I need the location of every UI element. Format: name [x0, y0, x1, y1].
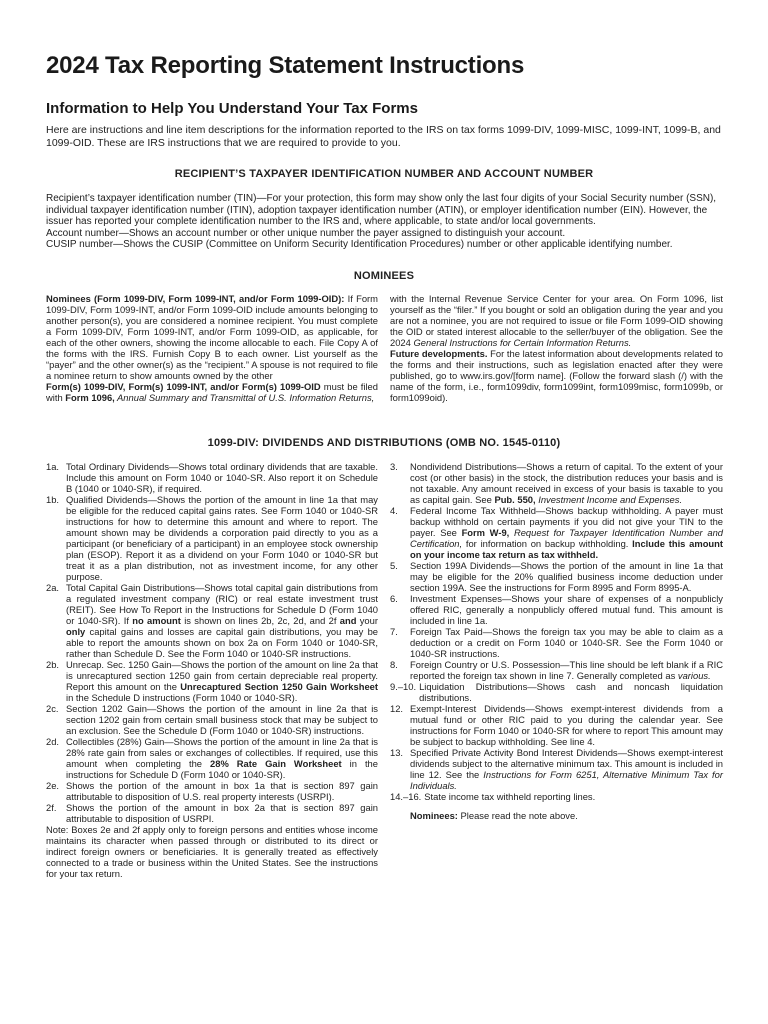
returns-paragraph: with the Internal Revenue Service Center for your area. On Form 1096, list yourself as the “filer.” If you bought or sold an obligation during the year and you are not a nominee, you are not required to issue or file Form 1099-OID showing the OID or stated interest allocable to the seller/buyer of the obligation. See the 2024 General Instructions for Certain Information Returns.	[390, 293, 723, 348]
line-item-2b: 2b. Unrecap. Sec. 1250 Gain—Shows the portion of the amount on line 2a that is unrecaptured section 1250 gain from certain depreciable real property. Report this amount on the Unrecaptured Section 1250 Gain Worksheet in the Schedule D instructions (Form 1040 or 1040-SR).	[46, 659, 378, 703]
div-left-column	[46, 461, 378, 879]
nominees-left-column	[46, 293, 378, 403]
div-right-column	[390, 461, 723, 821]
nominees-heading: NOMINEES	[353, 270, 415, 282]
cusip-paragraph: CUSIP number—Shows the CUSIP (Committee on Uniform Security Identification Procedures) number or other applicable identifying number.	[46, 239, 673, 251]
nominees-paragraph: Nominees (Form 1099-DIV, Form 1099-INT, and/or Form 1099-OID): If Form 1099-DIV, Form 1099-INT, and/or Form 1099-OID include amounts belonging to another person(s), you are considered a nominee recipient. You must complete a Form 1099-DIV, Form 1099-INT, and/or Form 1099-OID, as applicable, for each of the other owners, showing the income allocable to each. File Copy A of the forms with the IRS. Furnish Copy B to each owner. List yourself as the “payer” and the other owner(s) as the “recipient.” A spouse is not required to file a nominee return to show amounts owned by the other	[46, 293, 378, 381]
tin-section-heading: RECIPIENT’S TAXPAYER IDENTIFICATION NUMBER AND ACCOUNT NUMBER	[174, 168, 594, 180]
line-item-1a: 1a. Total Ordinary Dividends—Shows total ordinary dividends that are taxable. Include this amount on Form 1040 or 1040-SR. Also report it on Schedule B (1040 or 1040-SR), if required.	[46, 461, 378, 494]
intro-paragraph: Here are instructions and line item descriptions for the information reported to the IRS on tax forms 1099-DIV, 1099-MISC, 1099-INT, 1099-B, and 1099-OID. These are IRS instructions that we are required to provide to you.	[46, 124, 721, 149]
page-title: 2024 Tax Reporting Statement Instructions	[46, 52, 525, 79]
line-item-12: 12. Exempt-Interest Dividends—Shows exempt-interest dividends from a mutual fund or other RIC paid to you during the calendar year. See instructions for Form 1040 or 1040-SR for where to report This amount may be subject to backup withholding. See line 4.	[390, 703, 723, 747]
line-item-13: 13. Specified Private Activity Bond Interest Dividends—Shows exempt-interest dividends subject to the alternative minimum tax. This amount is included in line 12. See the Instructions for Form 6251, Alternative Minimum Tax for Individuals.	[390, 747, 724, 791]
line-item-2a: 2a. Total Capital Gain Distributions—Shows total capital gain distributions from a regulated investment company (RIC) or real estate investment trust (REIT). See How To Report in the Instructions for Schedule D (Form 1040 or 1040-SR). If no amount is shown on lines 2b, 2c, 2d, and 2f and your only capital gains and losses are capital gain distributions, you may be able to report the amounts shown on box 2a on Form 1040 or 1040-SR, rather than Schedule D. See the Form 1040 or 1040-SR instructions.	[46, 582, 378, 659]
line-item-4: 4. Federal Income Tax Withheld—Shows backup withholding. A payer must backup withhold on certain payments if you did not give your TIN to the payer. See Form W-9, Request for Taxpayer Identification Number and Certification, for information on backup withholding. Include this amount on your income tax return as tax withheld.	[390, 505, 723, 560]
line-item-2d: 2d. Collectibles (28%) Gain—Shows the portion of the amount in line 2a that is 28% rate gain from sales or exchanges of collectibles. If required, use this amount when completing the 28% Rate Gain Worksheet in the instructions for Schedule D (Form 1040 or 1040-SR).	[46, 736, 378, 780]
tin-paragraph: Recipient’s taxpayer identification number (TIN)—For your protection, this form may show only the last four digits of your Social Security number (SSN), individual taxpayer identification number (ITIN), adoption taxpayer identification number (ATIN), or employer identification number (EIN). However, the issuer has reported your complete identification number to the IRS and, where applicable, to state and/or local governments.	[46, 193, 717, 228]
line-item-2f: 2f. Shows the portion of the amount in box 2a that is section 897 gain attributable to disposition of USRPI.	[46, 802, 378, 824]
nominees-lead: Nominees (Form 1099-DIV, Form 1099-INT, and/or Form 1099-OID):	[46, 293, 345, 304]
line-item-3: 3. Nondividend Distributions—Shows a return of capital. To the extent of your cost (or other basis) in the stock, the distribution reduces your basis and is not taxable. Any amount received in excess of your basis is taxable to you as capital gain. See Pub. 550, Investment Income and Expenses.	[390, 461, 723, 505]
line-item-1b: 1b. Qualified Dividends—Shows the portion of the amount in line 1a that may be eligible for the reduced capital gains rates. See Form 1040 or 1040-SR instructions for how to determine this amount and where to report. The amount shown may be dividends a corporation paid directly to you as a participant (or beneficiary of a participant) in an employee stock ownership plan (ESOP). Report it as a dividend on your Form 1040 or 1040-SR but treat it as a plan distribution, not as investment income, for any other purpose.	[46, 494, 378, 582]
nominees-right-column	[390, 293, 723, 403]
line-item-2c: 2c. Section 1202 Gain—Shows the portion of the amount in line 2a that is section 1202 gain from certain small business stock that may be subject to an exclusion. See the Schedule D (Form 1040 or 1040-SR) instructions.	[46, 703, 378, 736]
nominees-note: Nominees: Please read the note above.	[410, 810, 578, 821]
page-subtitle: Information to Help You Understand Your Tax Forms	[46, 100, 418, 117]
account-number-paragraph: Account number—Shows an account number or other unique number the payer assigned to distinguish your account.	[46, 227, 566, 239]
line-item-8: 8. Foreign Country or U.S. Possession—This line should be left blank if a RIC reported the foreign tax shown in line 7. Generally completed as various.	[390, 659, 723, 681]
line-item-9-10: 9.–10. Liquidation Distributions—Shows cash and noncash liquidation distributions.	[390, 681, 723, 703]
tin-section	[46, 193, 726, 251]
future-developments-paragraph: Future developments. For the latest information about developments related to the forms and their instructions, such as legislation enacted after they were published, go to www.irs.gov/[form name]. (Follow the forward slash (/) with the name of the form, i.e., form1099div, form1099int, form1099misc, form1099b, or form1099oid).	[390, 348, 724, 403]
div-section-heading: 1099-DIV: DIVIDENDS AND DISTRIBUTIONS (OMB NO. 1545-0110)	[207, 437, 561, 449]
forms-paragraph: Form(s) 1099-DIV, Form(s) 1099-INT, and/or Form(s) 1099-OID must be filed with Form 1096, Annual Summary and Transmittal of U.S. Information Returns,	[46, 381, 378, 403]
line-item-14-16: 14.–16. State income tax withheld reporting lines.	[390, 791, 596, 802]
line-item-7: 7. Foreign Tax Paid—Shows the foreign tax you may be able to claim as a deduction or a credit on Form 1040 or 1040-SR. See the Form 1040 or 1040-SR instructions.	[390, 626, 723, 659]
line-item-6: 6. Investment Expenses—Shows your share of expenses of a nonpublicly offered RIC, generally a nonpublicly offered mutual fund. This amount is included in line 1a.	[390, 593, 723, 626]
line-item-5: 5. Section 199A Dividends—Shows the portion of the amount in line 1a that may be eligible for the 20% qualified business income deduction under section 199A. See the instructions for Form 8995 and Form 8995-A.	[390, 560, 723, 593]
line-item-2e: 2e. Shows the portion of the amount in box 1a that is section 897 gain attributable to disposition of U.S. real property interests (USRPI).	[46, 780, 378, 802]
boxes-2e-2f-note: Note: Boxes 2e and 2f apply only to foreign persons and entities whose income maintains its character when passed through or distributed to its direct or indirect foreign owners or beneficiaries. It is generally treated as effectively connected to a trade or business within the United States. See the instructions for your tax return.	[46, 824, 378, 879]
